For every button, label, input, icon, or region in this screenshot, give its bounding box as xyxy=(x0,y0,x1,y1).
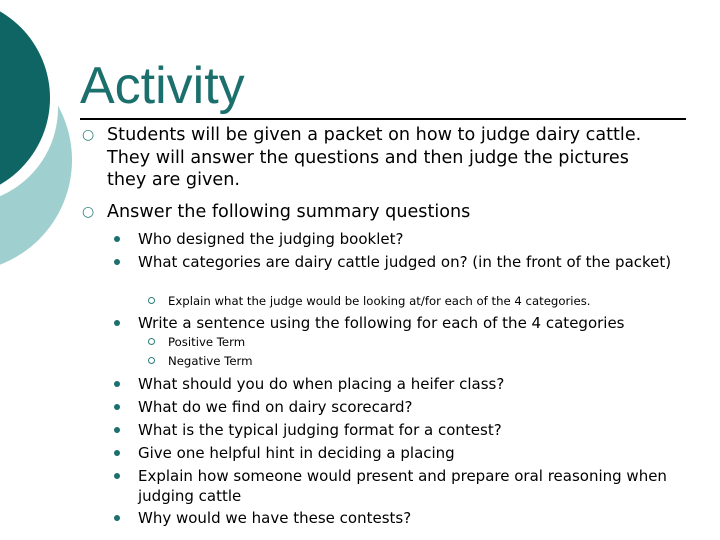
dot-bullet-icon xyxy=(114,381,120,387)
bullet-text: Positive Term xyxy=(168,335,246,349)
dot-bullet-icon xyxy=(114,515,120,521)
dot-bullet-icon xyxy=(114,404,120,410)
bullet-text: Explain how someone would present and prepare oral reasoning when judging cattle xyxy=(138,467,667,505)
dot-bullet-icon xyxy=(114,259,120,265)
bullet-text: Answer the following summary questions xyxy=(107,202,471,222)
slide-title: Activity xyxy=(80,57,245,115)
ring-bullet-icon xyxy=(148,297,155,304)
bullet-text: Explain what the judge would be looking at/for each of the 4 categories. xyxy=(168,294,591,308)
bullet-text: Why would we have these contests? xyxy=(138,509,412,527)
dot-bullet-icon xyxy=(114,427,120,433)
dot-bullet-icon xyxy=(114,236,120,242)
dot-bullet-icon xyxy=(114,473,120,479)
bullet-text: Who designed the judging booklet? xyxy=(138,230,404,248)
bullet-text: What should you do when placing a heifer class? xyxy=(138,375,505,393)
bullet-text: Negative Term xyxy=(168,354,253,368)
bullet-text: What categories are dairy cattle judged on? (in the front of the packet) xyxy=(138,253,672,271)
bullet-text: What is the typical judging format for a contest? xyxy=(138,421,502,439)
ring-bullet-icon: ○ xyxy=(82,204,95,220)
ring-bullet-icon xyxy=(148,357,155,364)
ring-bullet-icon: ○ xyxy=(82,127,95,143)
bullet-text: What do we find on dairy scorecard? xyxy=(138,398,413,416)
bullet-text: Students will be given a packet on how to judge dairy cattle. They will answer the questions and then judge the pictures they are given. xyxy=(107,125,642,190)
ring-bullet-icon xyxy=(148,338,155,345)
dot-bullet-icon xyxy=(114,320,120,326)
bullet-text: Write a sentence using the following for each of the 4 categories xyxy=(138,314,625,332)
dot-bullet-icon xyxy=(114,450,120,456)
bullet-text: Give one helpful hint in deciding a placing xyxy=(138,444,455,462)
